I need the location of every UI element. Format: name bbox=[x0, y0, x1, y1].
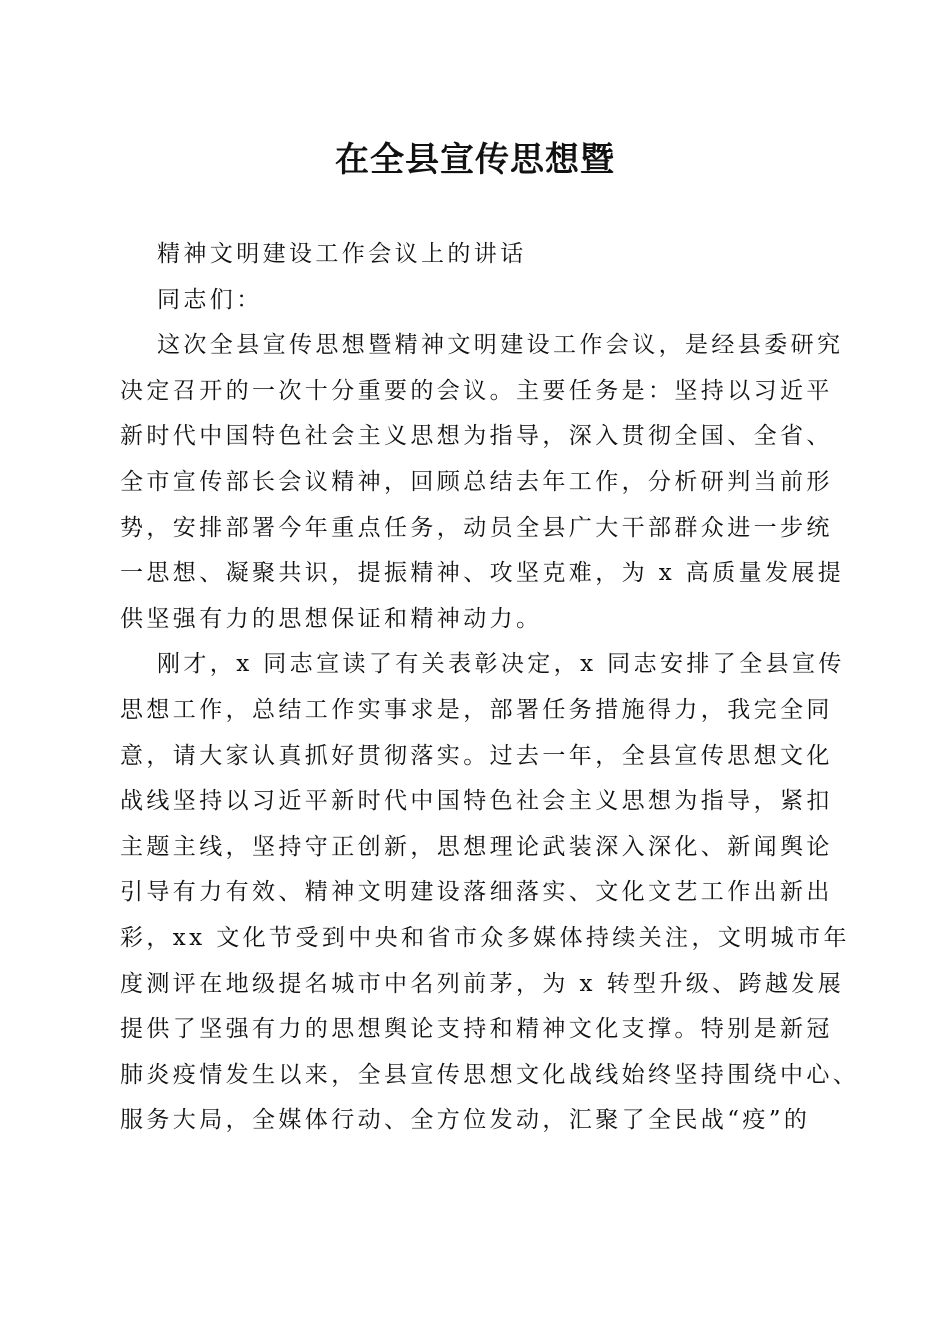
document-title: 在全县宣传思想暨 bbox=[335, 140, 615, 180]
paragraph-line: 意，请大家认真抓好贯彻落实。过去一年，全县宣传思想文化 bbox=[120, 742, 833, 769]
paragraph-line: 全市宣传部长会议精神，回顾总结去年工作，分析研判当前形 bbox=[120, 468, 833, 495]
paragraph-line: 思想工作，总结工作实事求是，部署任务措施得力，我完全同 bbox=[120, 696, 833, 723]
salutation: 同志们： bbox=[157, 286, 263, 313]
paragraph-line: 新时代中国特色社会主义思想为指导，深入贯彻全国、全省、 bbox=[120, 423, 833, 450]
paragraph-2 bbox=[120, 642, 860, 1144]
document-subtitle: 精神文明建设工作会议上的讲话 bbox=[157, 241, 527, 267]
document-body bbox=[120, 232, 860, 1144]
paragraph-line: 一思想、凝聚共识，提振精神、攻坚克难，为 x 高质量发展提 bbox=[120, 560, 845, 587]
paragraph-line: 引导有力有效、精神文明建设落细落实、文化文艺工作出新出 bbox=[120, 879, 833, 906]
paragraph-line: 彩，xx 文化节受到中央和省市众多媒体持续关注，文明城市年 bbox=[120, 924, 850, 951]
paragraph-line: 这次全县宣传思想暨精神文明建设工作会议，是经县委研究 bbox=[157, 332, 844, 359]
paragraph-1 bbox=[120, 323, 845, 642]
paragraph-line: 服务大局，全媒体行动、全方位发动，汇聚了全民战“疫”的 bbox=[120, 1107, 811, 1134]
paragraph-line: 主题主线，坚持守正创新，思想理论武装深入深化、新闻舆论 bbox=[120, 833, 833, 860]
paragraph-line: 肺炎疫情发生以来，全县宣传思想文化战线始终坚持围绕中心、 bbox=[120, 1061, 860, 1088]
paragraph-line: 供坚强有力的思想保证和精神动力。 bbox=[120, 605, 543, 632]
paragraph-line: 战线坚持以习近平新时代中国特色社会主义思想为指导，紧扣 bbox=[120, 788, 833, 815]
paragraph-line: 度测评在地级提名城市中名列前茅，为 x 转型升级、跨越发展 bbox=[120, 970, 845, 997]
paragraph-line: 势，安排部署今年重点任务，动员全县广大干部群众进一步统 bbox=[120, 514, 833, 541]
paragraph-line: 刚才，x 同志宣读了有关表彰决定，x 同志安排了全县宣传 bbox=[157, 651, 845, 678]
paragraph-line: 提供了坚强有力的思想舆论支持和精神文化支撑。特别是新冠 bbox=[120, 1016, 833, 1043]
paragraph-line: 决定召开的一次十分重要的会议。主要任务是：坚持以习近平 bbox=[120, 377, 833, 404]
